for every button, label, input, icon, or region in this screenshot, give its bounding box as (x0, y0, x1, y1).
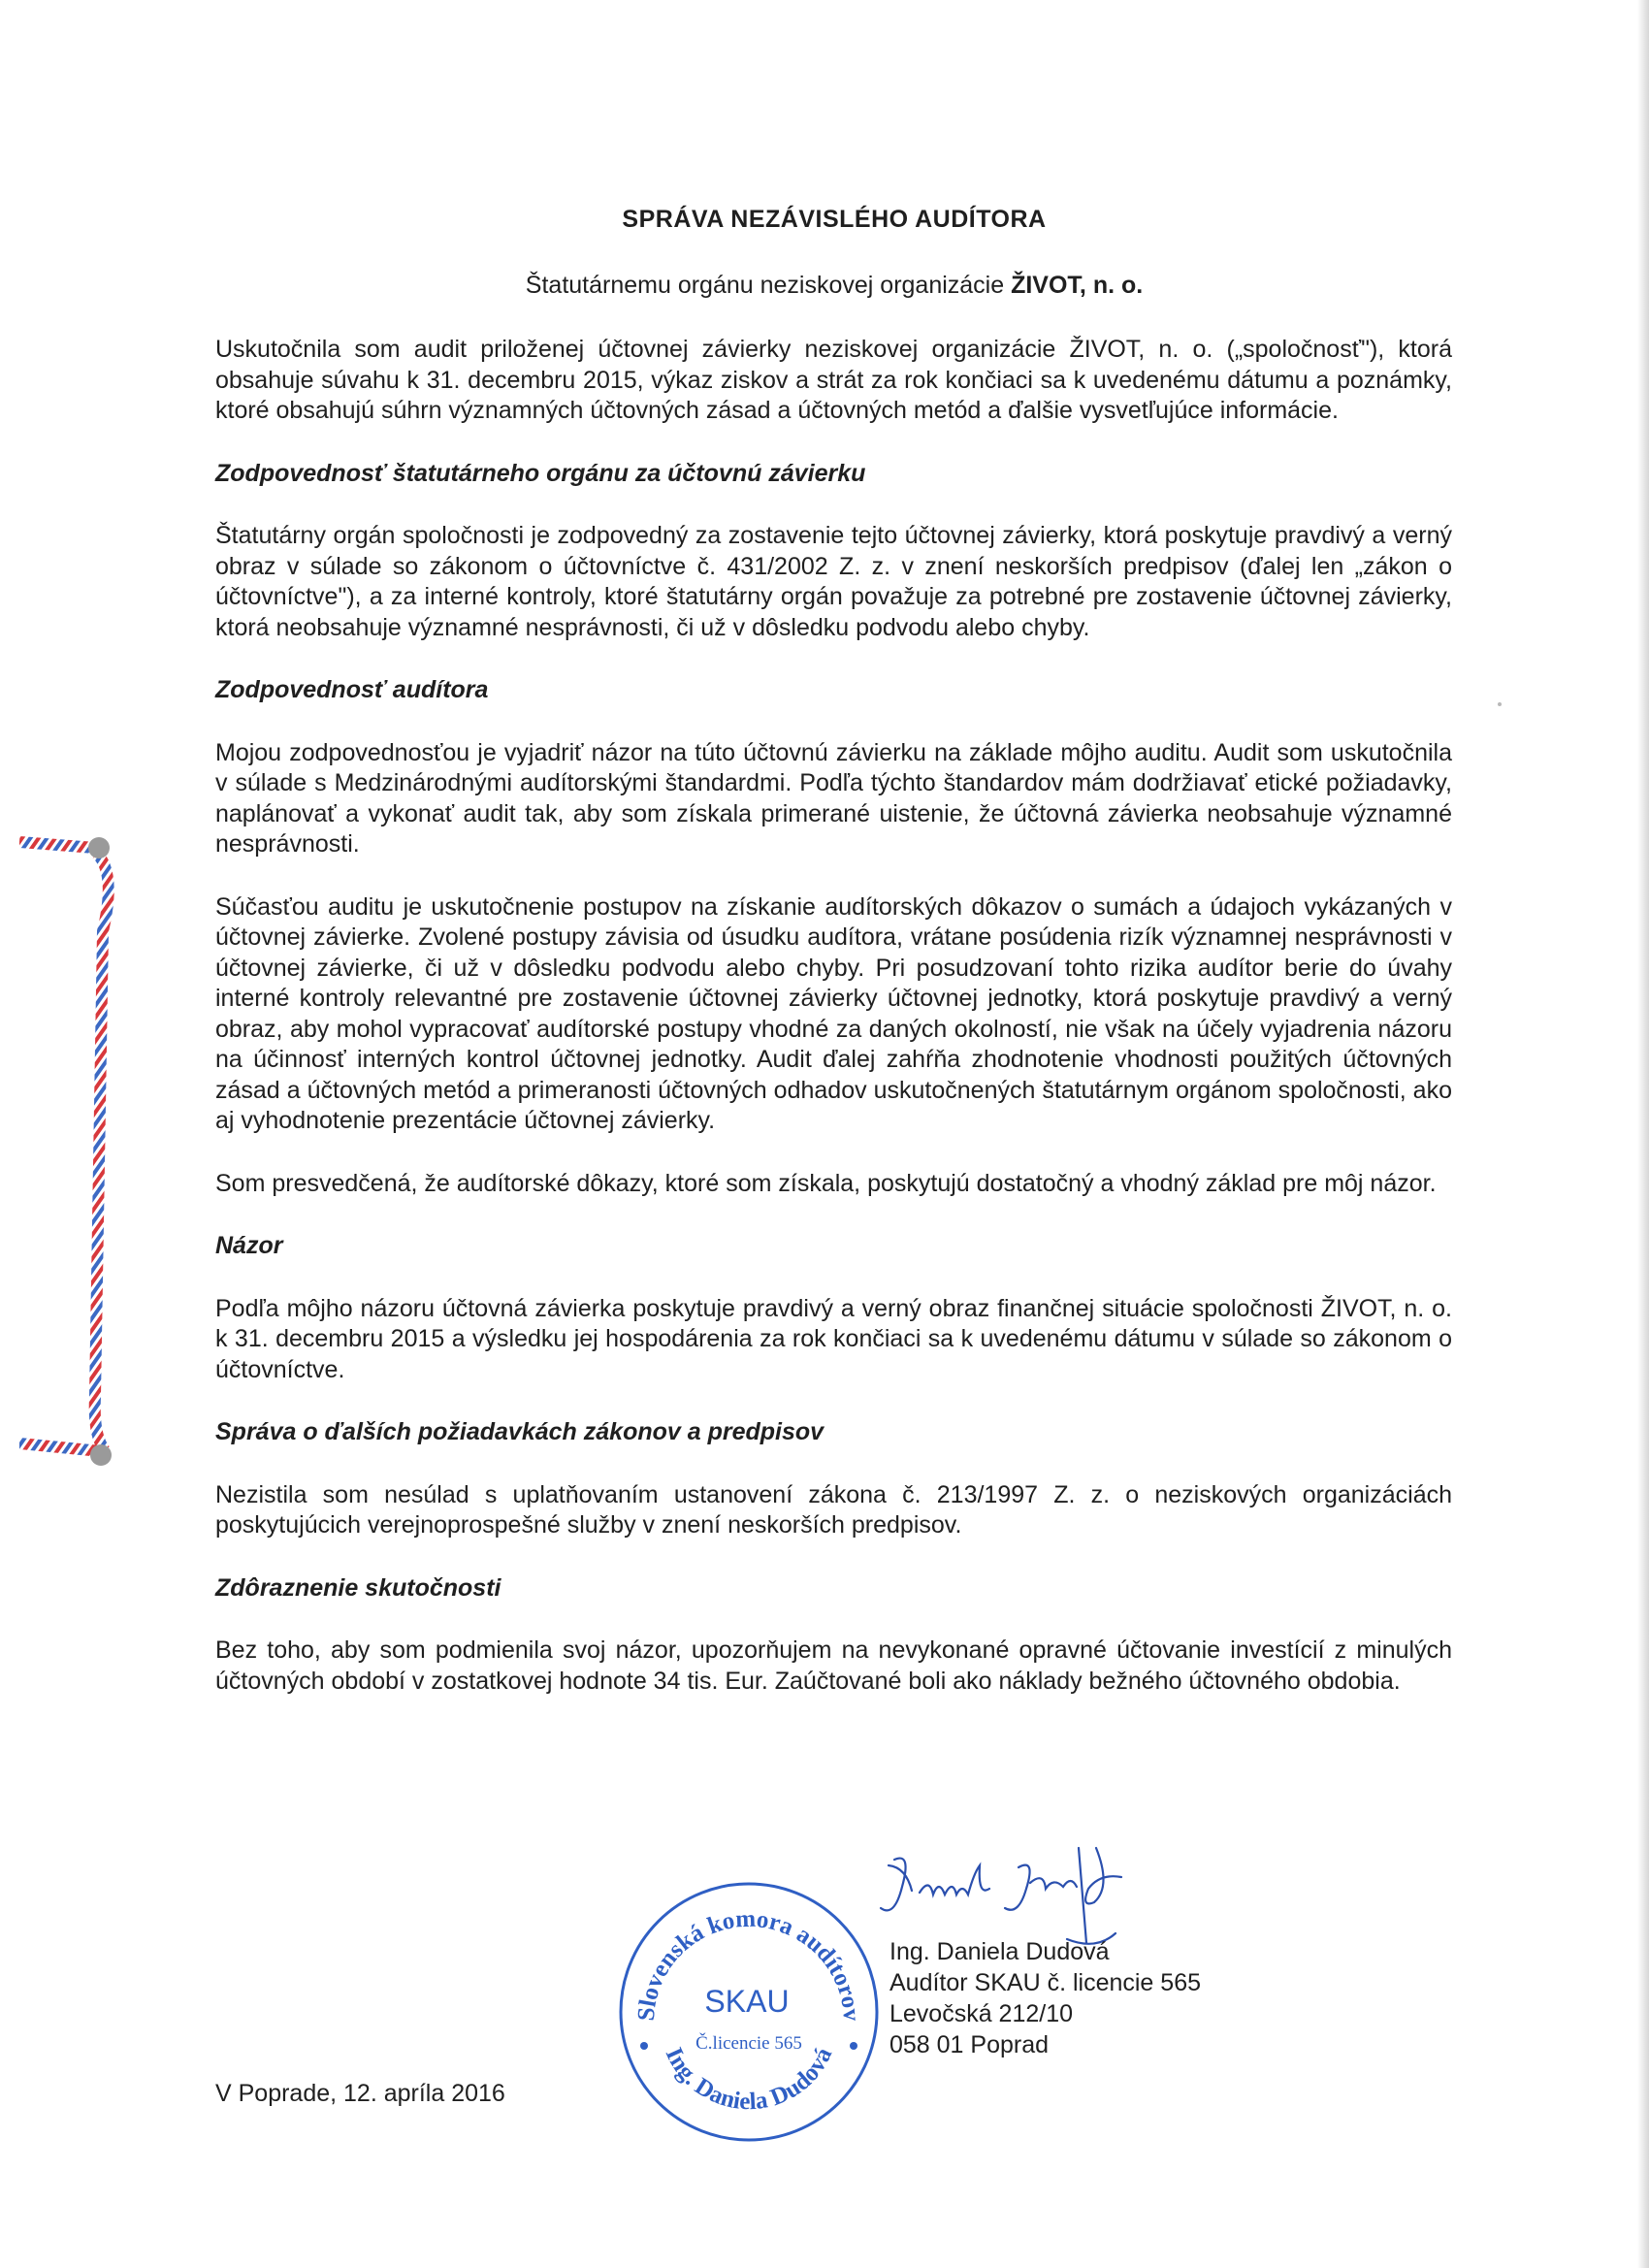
section-heading-auditor: Zodpovednosť audítora (215, 676, 489, 703)
report-body (215, 335, 1452, 1729)
paragraph-auditor-1: Mojou zodpovednosťou je vyjadriť názor na túto účtovnú závierku na základe môjho auditu. Audit som uskutočnila v súlade s Medzinárodnými audítorskými štandardmi. Podľa týchto štandardov mám dodržiavať etické požiadavky, naplánovať a vykonať audit tak, aby som získala primerané uistenie, že účtovná závierka neobsahuje významné nesprávnosti. (215, 738, 1452, 858)
handwritten-signature (873, 1838, 1222, 1945)
paragraph-emphasis: Bez toho, aby som podmienila svoj názor, upozorňujem na nevykonané opravné účtovanie investícií z minulých účtovných období v zostatkovej hodnote 34 tis. Eur. Zaúčtované boli ako náklady bežného účtovného obdobia. (215, 1636, 1452, 1695)
section-heading-statutory: Zodpovednosť štatutárneho orgánu za účtovnú závierku (215, 459, 866, 487)
paragraph-opinion: Podľa môjho názoru účtovná závierka poskytuje pravdivý a verný obraz finančnej situácie spoločnosti ŽIVOT, n. o. k 31. decembru 2015 a výsledku jej hospodárenia za rok končiaci sa k uvedenému dátumu v súlade so zákonom o účtovníctve. (215, 1294, 1452, 1383)
signer-street: Levočská 212/10 (889, 2000, 1074, 2027)
intro-paragraph: Uskutočnila som audit priloženej účtovnej závierky neziskovej organizácie ŽIVOT, n. o. („spoločnosť"), ktorá obsahuje súvahu k 31. decembru 2015, výkaz ziskov a strát za rok končiaci sa k uvedenému dátumu a poznámky, ktoré obsahujú súhrn významných účtovných zásad a účtovných metód a ďalšie vysvetľujúce informácie. (215, 336, 1452, 424)
signer-name: Ing. Daniela Dudová (889, 1938, 1110, 1965)
page-edge-shadow (1637, 0, 1649, 2268)
stamp-license-text: Č.licencie 565 (695, 2033, 802, 2054)
addressee-prefix: Štatutárnemu orgánu neziskovej organizácie (525, 272, 1012, 299)
paragraph-statutory: Štatutárny orgán spoločnosti je zodpovedný za zostavenie tejto účtovnej závierky, ktorá poskytuje pravdivý a verný obraz v súlade so zákonom o účtovníctve č. 431/2002 Z. z. v znení neskorších predpisov (ďalej len „zákon o účtovníctve"), a za interné kontroly, ktoré štatutárny orgán považuje za potrebné pre zostavenie účtovnej závierky, ktorá neobsahuje významné nesprávnosti, či už v dôsledku podvodu alebo chyby. (215, 522, 1452, 641)
signer-role: Audítor SKAU č. licencie 565 (889, 1969, 1201, 1996)
signer-block (889, 1936, 1201, 2060)
paragraph-other-requirements: Nezistila som nesúlad s uplatňovaním ustanovení zákona č. 213/1997 Z. z. o neziskových organizáciách poskytujúcich verejnoprospešné služby v znení neskorších predpisov. (215, 1480, 1452, 1539)
stamp-bottom-text: Ing. Daniela Dudová (660, 2043, 838, 2116)
signer-city: 058 01 Poprad (889, 2031, 1050, 2058)
section-heading-other-requirements: Správa o ďalších požiadavkách zákonov a predpisov (215, 1418, 824, 1445)
stamp-top-text: Slovenská komora audítorov (632, 1905, 865, 2023)
svg-text:Ing. Daniela Dudová (661, 2043, 838, 2115)
paragraph-auditor-2: Súčasťou auditu je uskutočnenie postupov na získanie audítorských dôkazov o sumách a údajoch vykázaných v účtovnej závierke. Zvolené postupy závisia od úsudku audítora, vrátane posúdenia rizík významnej nesprávnosti v účtovnej závierke, či už v dôsledku podvodu alebo chyby. Pri posudzovaní tohto rizika audítor berie do úvahy interné kontroly relevantné pre zostavenie účtovnej závierky účtovnej jednotky, ktorá poskytuje pravdivý a verný obraz, aby mohol vypracovať audítorské postupy vhodné za daných okolností, nie však na účely vyjadrenia názoru na účinnosť interných kontrol účtovnej jednotky. Audit ďalej zahŕňa zhodnotenie vhodnosti použitých účtovných zásad a účtovných metód a primeranosti účtovných odhadov uskutočnených štatutárnym orgánom spoločnosti, ako aj vyhodnotenie prezentácie účtovnej závierky. (215, 892, 1452, 1134)
scan-smudge (1498, 702, 1502, 706)
section-heading-emphasis: Zdôraznenie skutočnosti (215, 1573, 501, 1602)
report-title: SPRÁVA NEZÁVISLÉHO AUDÍTORA (622, 206, 1047, 233)
binding-cord (19, 815, 126, 1494)
section-heading-opinion: Názor (215, 1232, 283, 1259)
stamp-center-text: SKAU (704, 1984, 790, 2019)
auditor-stamp (613, 1876, 885, 2148)
place-and-date: V Poprade, 12. apríla 2016 (215, 2080, 505, 2107)
paragraph-auditor-3: Som presvedčená, že audítorské dôkazy, ktoré som získala, poskytujú dostatočný a vhodný základ pre môj názor. (215, 1169, 1437, 1197)
organization-name: ŽIVOT, n. o. (1011, 272, 1144, 299)
addressee-line (0, 272, 1649, 300)
